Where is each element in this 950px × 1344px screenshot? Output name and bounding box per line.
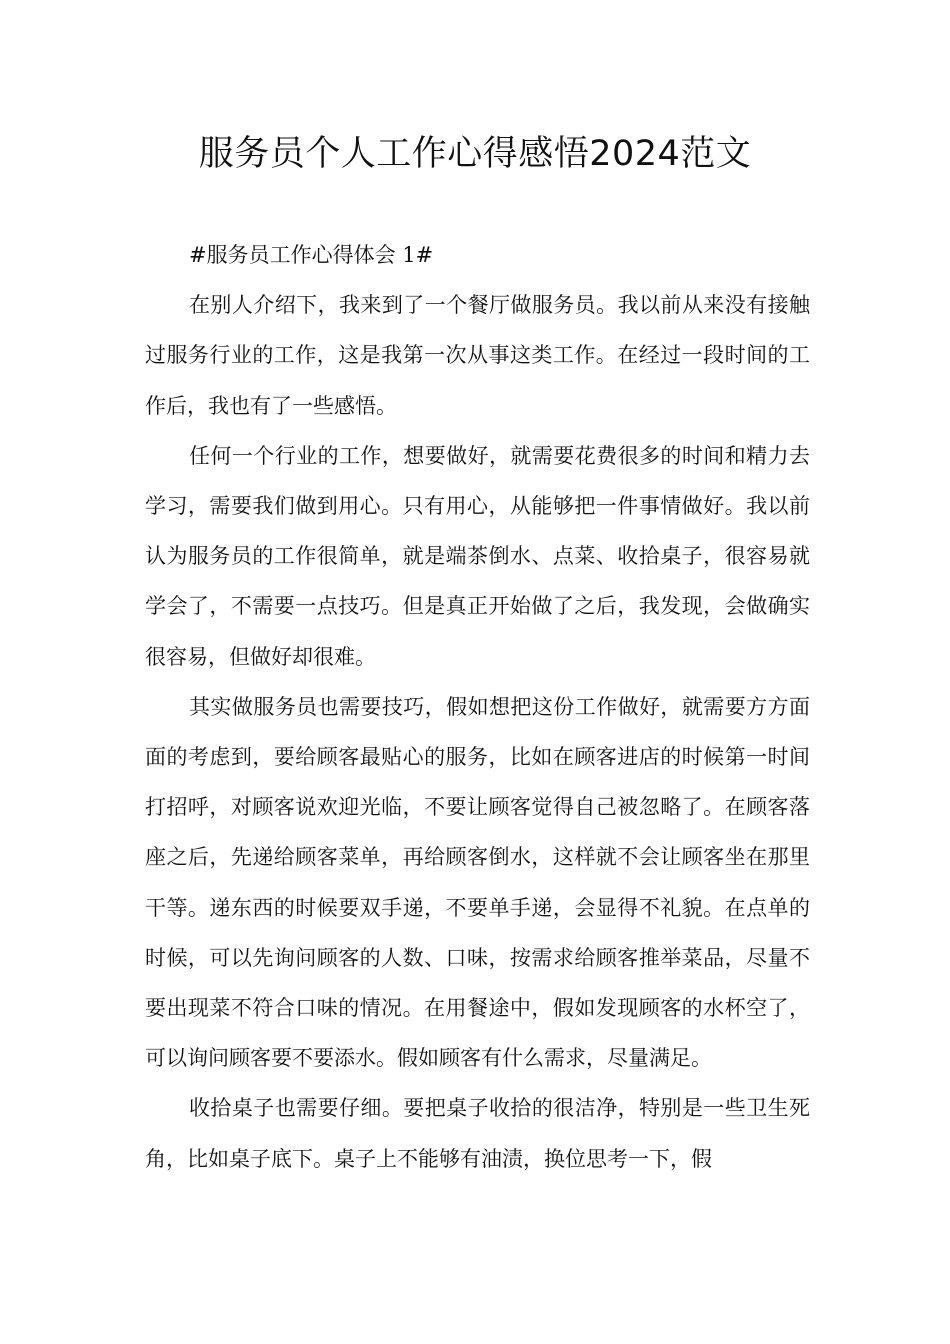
paragraph-1: 在别人介绍下，我来到了一个餐厅做服务员。我以前从来没有接触过服务行业的工作，这是我第一次从事这类工作。在经过一段时间的工作后，我也有了一些感悟。 — [145, 293, 810, 418]
document-body — [145, 230, 810, 1184]
paragraph-2: 任何一个行业的工作，想要做好，就需要花费很多的时间和精力去学习，需要我们做到用心。只有用心，从能够把一件事情做好。我以前认为服务员的工作很简单，就是端茶倒水、点菜、收拾桌子，很容易就学会了，不需要一点技巧。但是真正开始做了之后，我发现，会做确实很容易，但做好却很难。 — [145, 443, 810, 669]
document-title: 服务员个人工作心得感悟2024范文 — [198, 134, 752, 174]
paragraph-4: 收拾桌子也需要仔细。要把桌子收拾的很洁净，特别是一些卫生死角，比如桌子底下。桌子上不能够有油渍，换位思考一下，假 — [145, 1096, 810, 1171]
paragraph-3: 其实做服务员也需要技巧，假如想把这份工作做好，就需要方方面面的考虑到，要给顾客最贴心的服务，比如在顾客进店的时候第一时间打招呼，对顾客说欢迎光临，不要让顾客觉得自己被忽略了。在顾客落座之后，先递给顾客菜单，再给顾客倒水，这样就不会让顾客坐在那里干等。递东西的时候要双手递，不要单手递，会显得不礼貌。在点单的时候，可以先询问顾客的人数、口味，按需求给顾客推举菜品，尽量不要出现菜不符合口味的情况。在用餐途中，假如发现顾客的水杯空了，可以询问顾客要不要添水。假如顾客有什么需求，尽量满足。 — [145, 694, 810, 1071]
section-heading: #服务员工作心得体会 1# — [189, 243, 434, 267]
